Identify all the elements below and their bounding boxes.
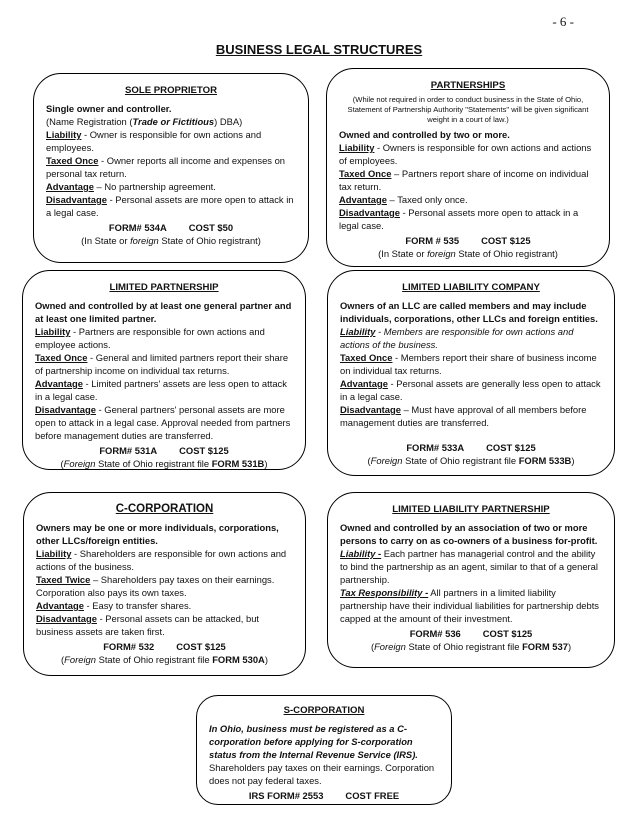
ccorp-registrant: (Foreign State of Ohio registrant file FORM 530A) (61, 654, 268, 665)
sole-advantage: Advantage – No partnership agreement. (46, 181, 216, 192)
llp-intro: Owned and controlled by an association of two or more persons to carry on as co-owners of a business for-profit. (340, 522, 598, 546)
llp-liability: Liability - Each partner has managerial control and the ability to bind the partnership as an agent, similar to that of a general partnership. (340, 548, 598, 585)
sole-proprietor-box (33, 73, 309, 263)
partnerships-heading: PARTNERSHIPS (430, 80, 506, 91)
lp-form-line: FORM# 531A COST $125 (99, 445, 229, 456)
ccorp-form-line: FORM# 532 COST $125 (103, 641, 226, 652)
partnerships-liability: Liability - Owners is responsible for own actions and actions of employees. (339, 142, 592, 166)
lp-advantage: Advantage - Limited partners' assets are less open to attack in a legal case. (35, 378, 287, 402)
partnerships-box (326, 68, 610, 267)
sole-liability: Liability - Owner is responsible for own actions and employees. (46, 129, 262, 153)
ccorp-taxed: Taxed Twice – Shareholders pay taxes on their earnings. Corporation also pays its own taxes. (36, 574, 275, 598)
lp-taxed: Taxed Once - General and limited partners report their share of partnership income on individual tax returns. (35, 352, 289, 376)
page-number: - 6 - (552, 14, 574, 29)
sole-disadvantage: Disadvantage - Personal assets are more open to attack in a legal case. (46, 194, 294, 218)
partnerships-disadvantage: Disadvantage - Personal assets more open to attack in a legal case. (339, 207, 579, 231)
ccorp-liability: Liability - Shareholders are responsible for own actions and actions of the business. (36, 548, 287, 572)
llc-intro: Owners of an LLC are called members and may include individuals, corporations, other LLCs and foreign entities. (340, 300, 598, 324)
llp-tax-responsibility: Tax Responsibility - All partners in a limited liability partnership have their individual liabilities for partnership debts capped at the amount of their investment. (340, 587, 599, 624)
llc-heading: LIMITED LIABILITY COMPANY (402, 282, 540, 293)
llc-form-line: FORM# 533A COST $125 (406, 442, 536, 453)
lp-heading: LIMITED PARTNERSHIP (109, 282, 219, 293)
scorp-heading: S-CORPORATION (283, 705, 365, 716)
s-corporation-box (196, 695, 452, 805)
sole-name-registration: (Name Registration (Trade or Fictitious) DBA) (46, 116, 243, 127)
lp-liability: Liability - Partners are responsible for own actions and employee actions. (35, 326, 265, 350)
llp-registrant: (Foreign State of Ohio registrant file FORM 537) (370, 641, 572, 652)
llp-form-line: FORM# 536 COST $125 (409, 628, 533, 639)
lp-intro: Owned and controlled by at least one general partner and at least one limited partner. (35, 300, 292, 324)
ccorp-intro: Owners may be one or more individuals, corporations, other LLCs/foreign entities. (36, 522, 279, 546)
partnerships-form-line: FORM # 535 COST $125 (405, 235, 531, 246)
llc-box (327, 270, 615, 476)
scorp-form-line: IRS FORM# 2553 COST FREE (248, 790, 400, 801)
llc-liability: Liability - Members are responsible for own actions and actions of the business. (340, 326, 574, 350)
llc-disadvantage: Disadvantage – Must have approval of all members before management duties are transferred. (340, 404, 587, 428)
llc-registrant: (Foreign State of Ohio registrant file FORM 533B) (367, 455, 575, 466)
sole-proprietor-heading: SOLE PROPRIETOR (124, 85, 218, 96)
llp-heading: LIMITED LIABILITY PARTNERSHIP (392, 504, 550, 515)
partnerships-advantage: Advantage – Taxed only once. (339, 194, 468, 205)
ccorp-disadvantage: Disadvantage - Personal assets can be attacked, but business assets are taken first. (36, 613, 260, 637)
partnerships-note: (While not required in order to conduct business in the State of Ohio, Statement of Partnership Authority "Statements" will be given significant weight in a court of law.) (347, 95, 589, 124)
partnerships-intro: Owned and controlled by two or more. (339, 129, 510, 140)
sole-form-line: FORM# 534A COST $50 (108, 222, 234, 233)
partnerships-registrant: (In State or foreign State of Ohio registrant) (378, 248, 558, 259)
lp-disadvantage: Disadvantage - General partners' personal assets are more open to attack in a legal case. Approval needed from partners before management duties are transferred. (35, 404, 291, 441)
lp-registrant: (Foreign State of Ohio registrant file FORM 531B) (60, 458, 268, 469)
c-corporation-box (23, 492, 306, 676)
sole-registrant: (In State or foreign State of Ohio registrant) (81, 235, 261, 246)
ccorp-advantage: Advantage - Easy to transfer shares. (36, 600, 192, 611)
sole-taxed: Taxed Once - Owner reports all income and expenses on personal tax return. (46, 155, 286, 179)
page-title: BUSINESS LEGAL STRUCTURES (215, 42, 423, 57)
ccorp-heading: C-CORPORATION (115, 503, 214, 515)
sole-intro: Single owner and controller. (46, 103, 172, 114)
scorp-body: In Ohio, business must be registered as a C-corporation before applying for S-corporation status from the Internal Revenue Service (IRS). Shareholders pay taxes on their earnings. Corporation does not pay federal taxes. (209, 723, 435, 786)
llp-box (327, 492, 615, 668)
limited-partnership-box (22, 270, 306, 470)
llc-taxed: Taxed Once - Members report their share of business income on individual tax returns. (340, 352, 597, 376)
partnerships-taxed: Taxed Once – Partners report share of income on individual tax return. (339, 168, 589, 192)
llc-advantage: Advantage - Personal assets are generally less open to attack in a legal case. (340, 378, 601, 402)
